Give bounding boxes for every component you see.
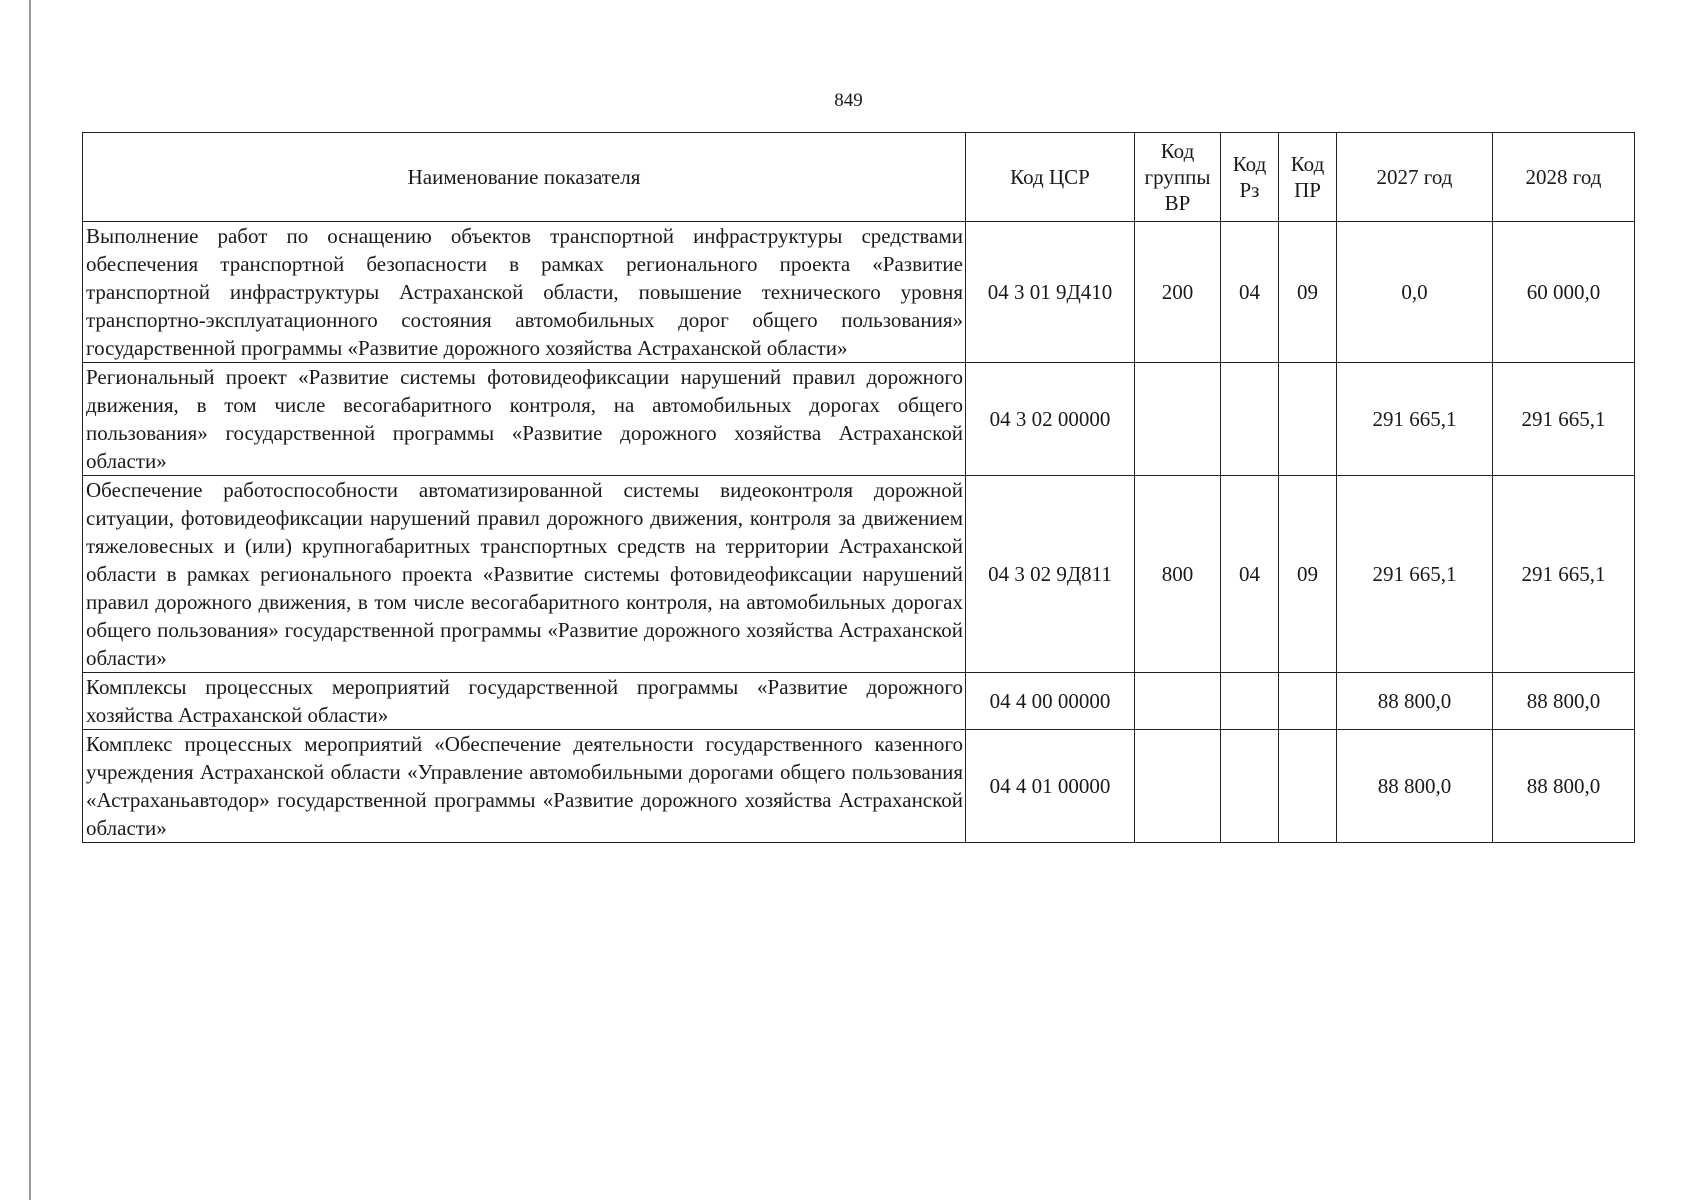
table-row [83,673,1635,730]
scan-edge-line [29,0,31,1200]
header-csr: Код ЦСР [966,133,1135,222]
row-csr: 04 3 01 9Д410 [966,222,1135,363]
row-vr [1135,363,1221,476]
row-csr: 04 3 02 9Д811 [966,476,1135,673]
row-2027: 291 665,1 [1337,476,1493,673]
row-vr: 200 [1135,222,1221,363]
row-2027: 88 800,0 [1337,673,1493,730]
header-2028: 2028 год [1493,133,1635,222]
row-csr: 04 4 00 00000 [966,673,1135,730]
table-row [83,222,1635,363]
row-rz: 04 [1221,222,1279,363]
row-vr: 800 [1135,476,1221,673]
row-csr: 04 4 01 00000 [966,730,1135,843]
table-header-row [83,133,1635,222]
row-pr: 09 [1279,222,1337,363]
row-2028: 88 800,0 [1493,673,1635,730]
row-vr [1135,730,1221,843]
row-name: Обеспечение работоспособности автоматизированной системы видеоконтроля дорожной ситуации, фотовидеофиксации нарушений правил дорожного движения, контроля за движением тяжеловесных и (или) крупногабаритных транспортных средств на территории Астраханской области в рамках регионального проекта «Развитие системы фотовидеофиксации нарушений правил дорожного движения, в том числе весогабаритного контроля, на автомобильных дорогах общего пользования» государственной программы «Развитие дорожного хозяйства Астраханской области» [83,476,966,673]
row-rz [1221,363,1279,476]
row-pr [1279,730,1337,843]
row-pr [1279,673,1337,730]
budget-table [82,132,1635,843]
row-rz [1221,673,1279,730]
row-csr: 04 3 02 00000 [966,363,1135,476]
header-vr: Код группы ВР [1135,133,1221,222]
table-row [83,363,1635,476]
table-row [83,476,1635,673]
header-rz: Код Рз [1221,133,1279,222]
header-2027: 2027 год [1337,133,1493,222]
row-2028: 291 665,1 [1493,363,1635,476]
table-row [83,730,1635,843]
row-name: Комплекс процессных мероприятий «Обеспечение деятельности государственного казенного учреждения Астраханской области «Управление автомобильными дорогами общего пользования «Астраханьавтодор» государственной программы «Развитие дорожного хозяйства Астраханской области» [83,730,966,843]
row-2028: 291 665,1 [1493,476,1635,673]
row-name: Комплексы процессных мероприятий государственной программы «Развитие дорожного хозяйства Астраханской области» [83,673,966,730]
row-2027: 88 800,0 [1337,730,1493,843]
header-name: Наименование показателя [83,133,966,222]
row-vr [1135,673,1221,730]
row-2027: 291 665,1 [1337,363,1493,476]
row-name: Выполнение работ по оснащению объектов транспортной инфраструктуры средствами обеспечения транспортной безопасности в рамках регионального проекта «Развитие транспортной инфраструктуры Астраханской области, повышение технического уровня транспортно-эксплуатационного состояния автомобильных дорог общего пользования» государственной программы «Развитие дорожного хозяйства Астраханской области» [83,222,966,363]
row-pr [1279,363,1337,476]
row-name: Региональный проект «Развитие системы фотовидеофиксации нарушений правил дорожного движения, в том числе весогабаритного контроля, на автомобильных дорогах общего пользования» государственной программы «Развитие дорожного хозяйства Астраханской области» [83,363,966,476]
row-rz: 04 [1221,476,1279,673]
row-pr: 09 [1279,476,1337,673]
row-2027: 0,0 [1337,222,1493,363]
row-2028: 88 800,0 [1493,730,1635,843]
page-number: 849 [834,90,863,111]
row-2028: 60 000,0 [1493,222,1635,363]
header-pr: Код ПР [1279,133,1337,222]
row-rz [1221,730,1279,843]
